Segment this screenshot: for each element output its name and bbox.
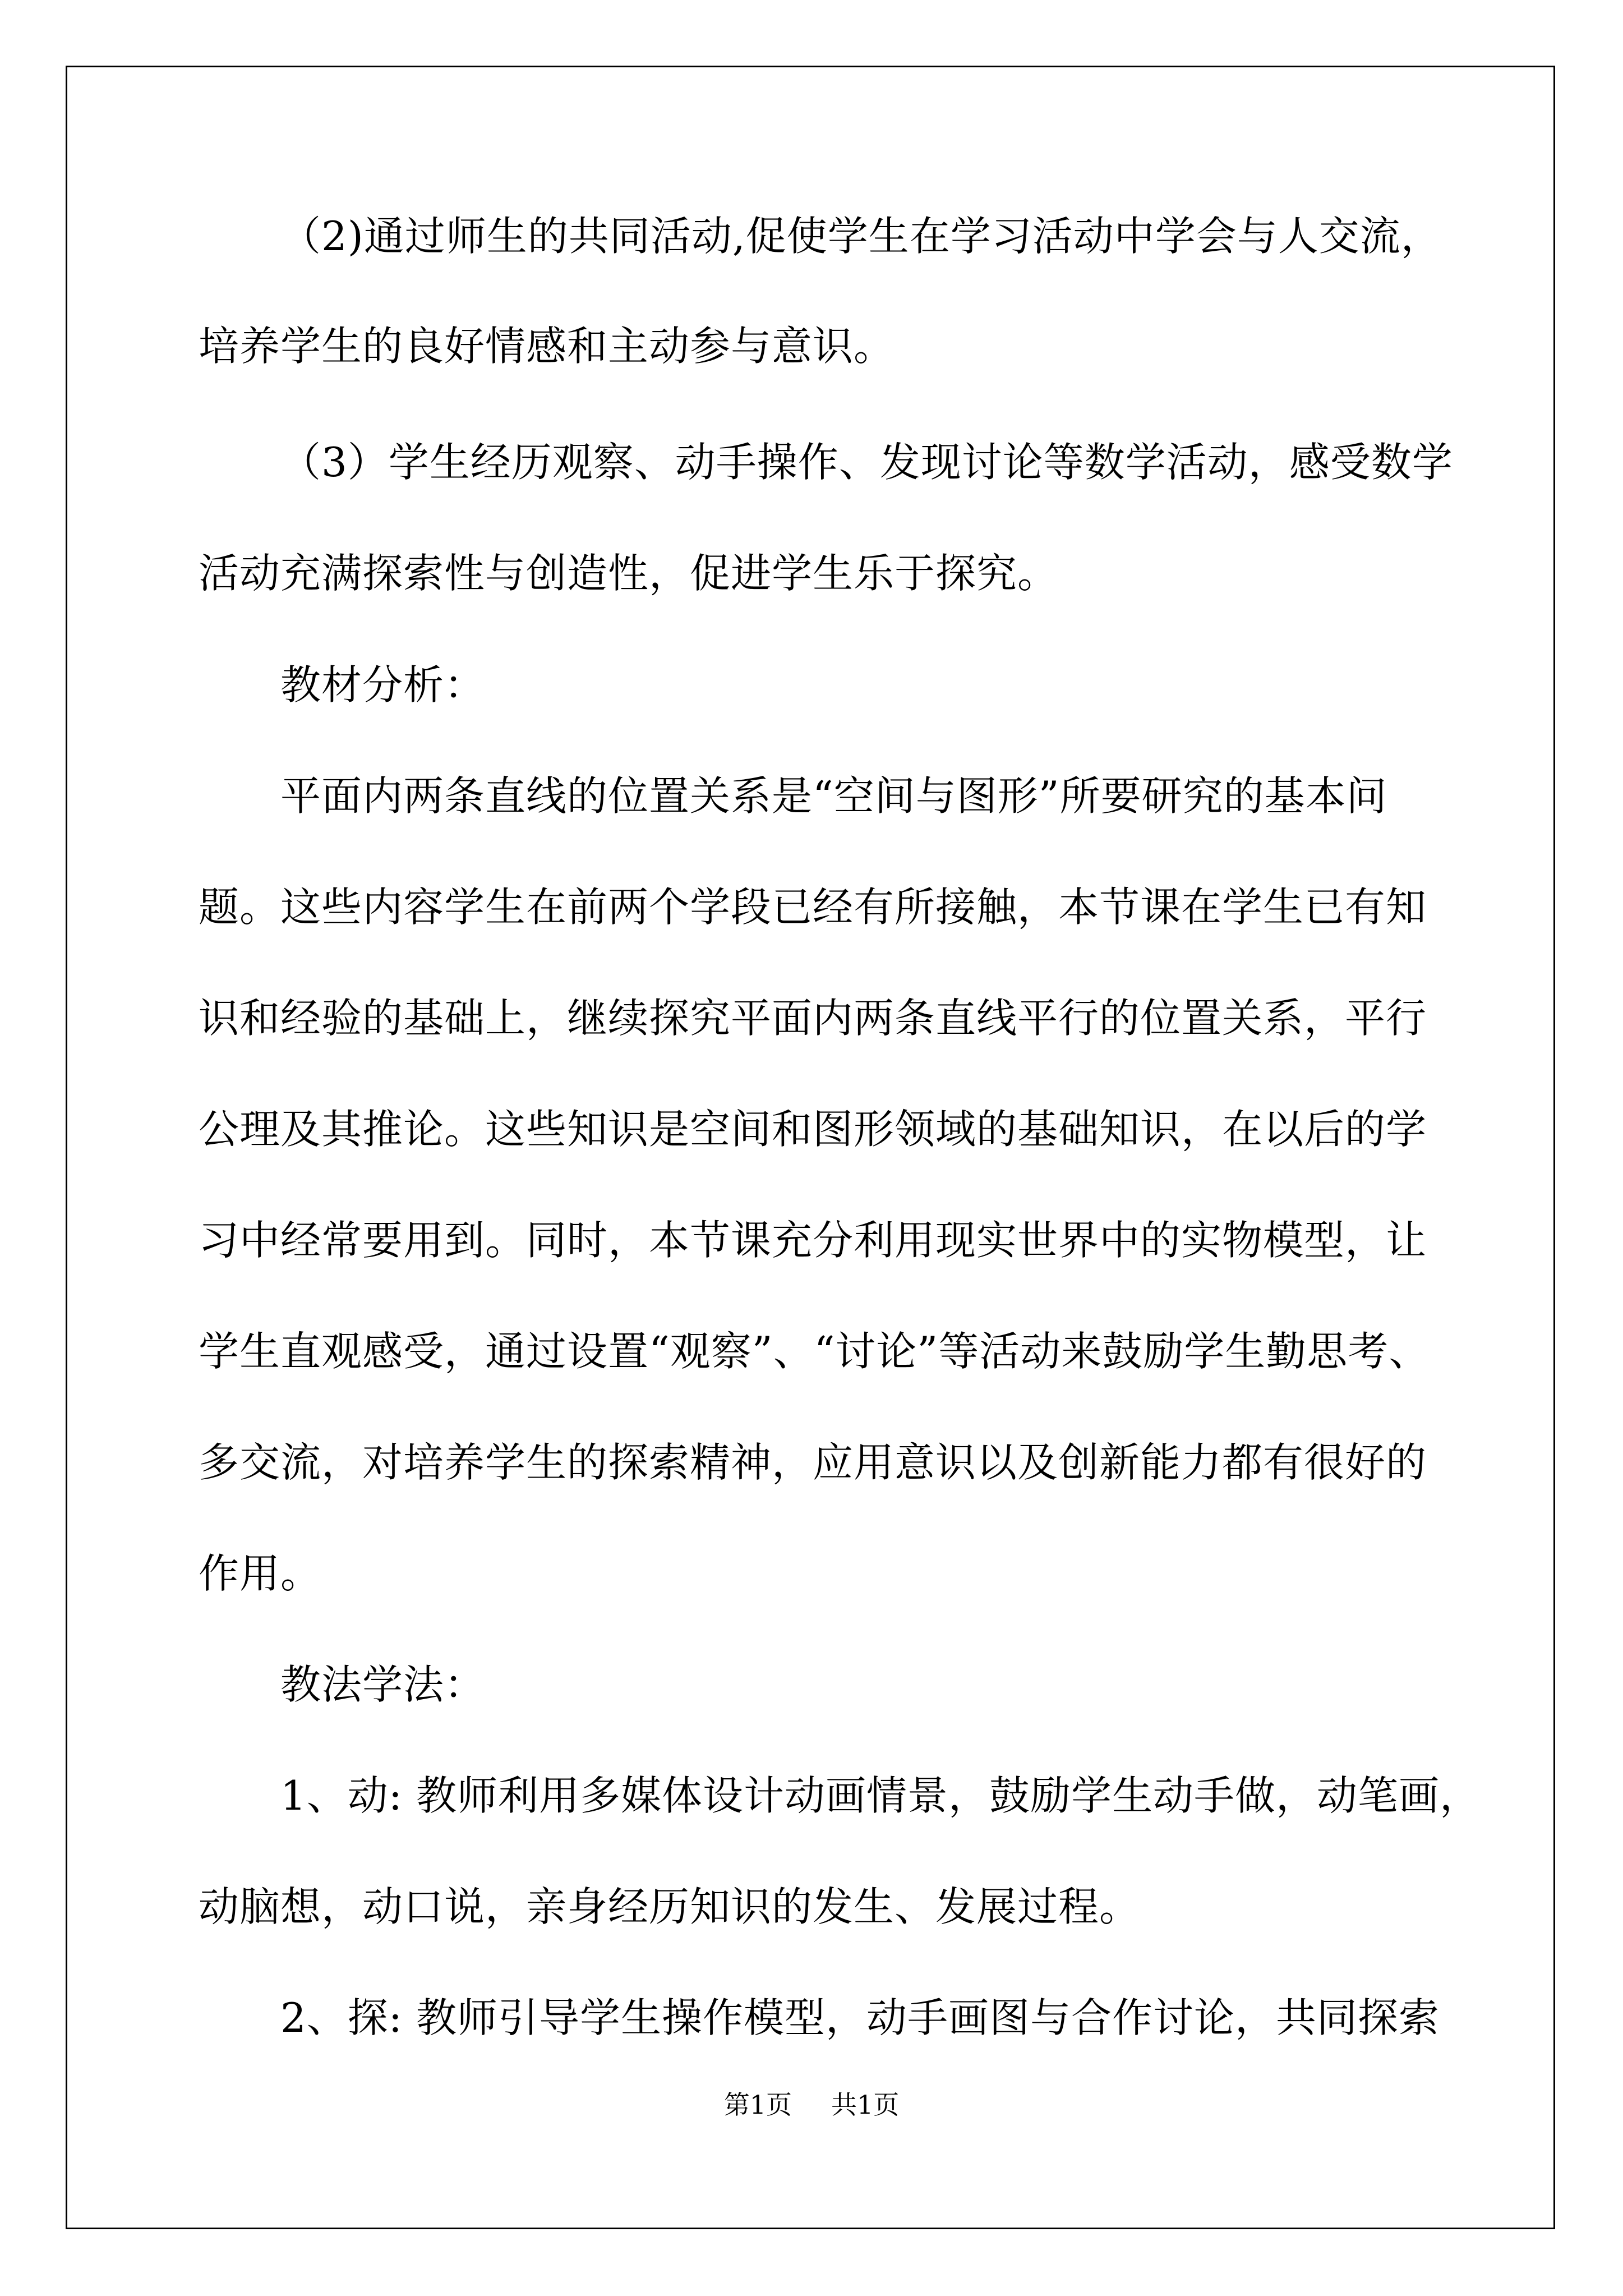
paragraph-line: 2、探: 教师引导学生操作模型，动手画图与合作讨论，共同探索 <box>280 1994 1440 2041</box>
paragraph-line: 1、动: 教师利用多媒体设计动画情景，鼓励学生动手做，动笔画， <box>280 1772 1481 1819</box>
paragraph-line: 识和经验的基础上，继续探究平面内两条直线平行的位置关系，平行 <box>199 995 1427 1042</box>
paragraph-line: 习中经常要用到。同时，本节课充分利用现实世界中的实物模型，让 <box>199 1217 1427 1264</box>
paragraph-line: （2)通过师生的共同活动,促使学生在学习活动中学会与人交流， <box>280 213 1442 260</box>
paragraph-line: 培养学生的良好情感和主动参与意识。 <box>199 323 895 370</box>
page-footer <box>0 2088 1623 2122</box>
section-heading: 教法学法： <box>280 1661 486 1708</box>
paragraph-line: 学生直观感受，通过设置“观察”、“讨论”等活动来鼓励学生勤思考、 <box>199 1328 1430 1375</box>
paragraph-line: （3）学生经历观察、动手操作、发现讨论等数学活动，感受数学 <box>280 439 1453 486</box>
paragraph-line: 公理及其推论。这些知识是空间和图形领域的基础知识，在以后的学 <box>199 1106 1427 1153</box>
page-number-total: 共1页 <box>831 2090 900 2120</box>
paragraph-line: 动脑想，动口说，亲身经历知识的发生、发展过程。 <box>199 1883 1141 1930</box>
paragraph-line: 活动充满探索性与创造性，促进学生乐于探究。 <box>199 550 1059 597</box>
paragraph-line: 作用。 <box>199 1550 322 1597</box>
page-number-current: 第1页 <box>723 2090 792 2120</box>
section-heading: 教材分析： <box>280 661 486 708</box>
paragraph-line: 题。这些内容学生在前两个学段已经有所接触，本节课在学生已有知 <box>199 884 1427 931</box>
paragraph-line: 多交流，对培养学生的探索精神，应用意识以及创新能力都有很好的 <box>199 1439 1427 1486</box>
paragraph-line: 平面内两条直线的位置关系是“空间与图形”所要研究的基本问 <box>280 772 1387 820</box>
